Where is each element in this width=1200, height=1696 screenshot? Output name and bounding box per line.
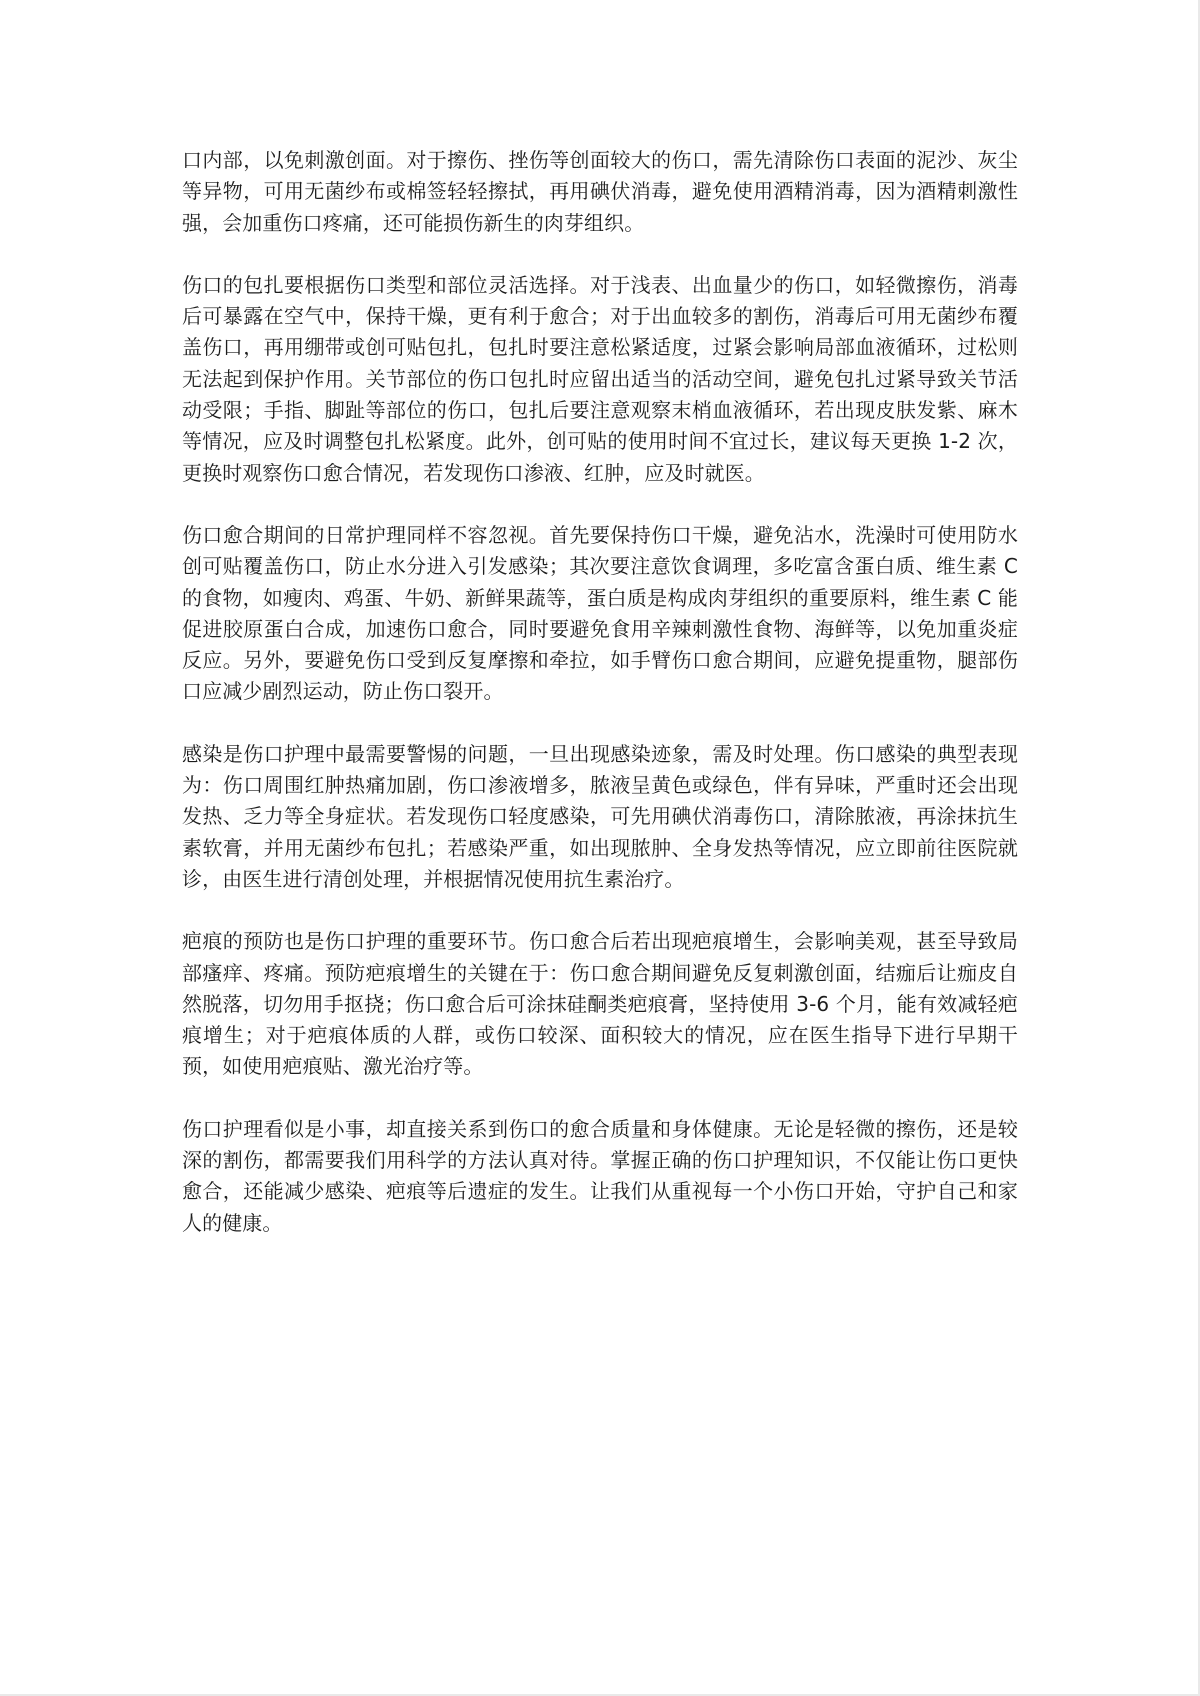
paragraph-daily-care: 伤口愈合期间的日常护理同样不容忽视。首先要保持伤口干燥，避免沾水，洗澡时可使用防水创可贴覆盖伤口，防止水分进入引发感染；其次要注意饮食调理，多吃富含蛋白质、维生素 C 的食物，如瘦肉、鸡蛋、牛奶、新鲜果蔬等，蛋白质是构成肉芽组织的重要原料，维生素 C 能促进胶原蛋白合成，加速伤口愈合，同时要避免食用辛辣刺激性食物、海鲜等，以免加重炎症反应。另外，要避免伤口受到反复摩擦和牵拉，如手臂伤口愈合期间，应避免提重物，腿部伤口应减少剧烈运动，防止伤口裂开。 (182, 522, 1018, 704)
paragraph-conclusion: 伤口护理看似是小事，却直接关系到伤口的愈合质量和身体健康。无论是轻微的擦伤，还是较深的割伤，都需要我们用科学的方法认真对待。掌握正确的伤口护理知识，不仅能让伤口更快愈合，还能减少感染、疤痕等后遗症的发生。让我们从重视每一个小伤口开始，守护自己和家人的健康。 (182, 1116, 1018, 1235)
paragraph-scar-prevention: 疤痕的预防也是伤口护理的重要环节。伤口愈合后若出现疤痕增生，会影响美观，甚至导致局部瘙痒、疼痛。预防疤痕增生的关键在于：伤口愈合期间避免反复刺激创面，结痂后让痂皮自然脱落，切勿用手抠挠；伤口愈合后可涂抹硅酮类疤痕膏，坚持使用 3-6 个月，能有效减轻疤痕增生；对于疤痕体质的人群，或伤口较深、面积较大的情况，应在医生指导下进行早期干预，如使用疤痕贴、激光治疗等。 (182, 929, 1018, 1079)
paragraph-infection: 感染是伤口护理中最需要警惕的问题，一旦出现感染迹象，需及时处理。伤口感染的典型表现为：伤口周围红肿热痛加剧，伤口渗液增多，脓液呈黄色或绿色，伴有异味，严重时还会出现发热、乏力等全身症状。若发现伤口轻度感染，可先用碘伏消毒伤口，清除脓液，再涂抹抗生素软膏，并用无菌纱布包扎；若感染严重，如出现脓肿、全身发热等情况，应立即前往医院就诊，由医生进行清创处理，并根据情况使用抗生素治疗。 (182, 741, 1018, 891)
paragraph-wound-cleaning: 口内部，以免刺激创面。对于擦伤、挫伤等创面较大的伤口，需先清除伤口表面的泥沙、灰尘等异物，可用无菌纱布或棉签轻轻擦拭，再用碘伏消毒，避免使用酒精消毒，因为酒精刺激性强，会加重伤口疼痛，还可能损伤新生的肉芽组织。 (182, 148, 1018, 235)
document-body (182, 145, 1018, 1270)
paragraph-wound-bandaging: 伤口的包扎要根据伤口类型和部位灵活选择。对于浅表、出血量少的伤口，如轻微擦伤，消毒后可暴露在空气中，保持干燥，更有利于愈合；对于出血较多的割伤，消毒后可用无菌纱布覆盖伤口，再用绷带或创可贴包扎，包扎时要注意松紧适度，过紧会影响局部血液循环，过松则无法起到保护作用。关节部位的伤口包扎时应留出适当的活动空间，避免包扎过紧导致关节活动受限；手指、脚趾等部位的伤口，包扎后要注意观察末梢血液循环，若出现皮肤发紫、麻木等情况，应及时调整包扎松紧度。此外，创可贴的使用时间不宜过长，建议每天更换 1-2 次，更换时观察伤口愈合情况，若发现伤口渗液、红肿，应及时就医。 (182, 272, 1018, 485)
